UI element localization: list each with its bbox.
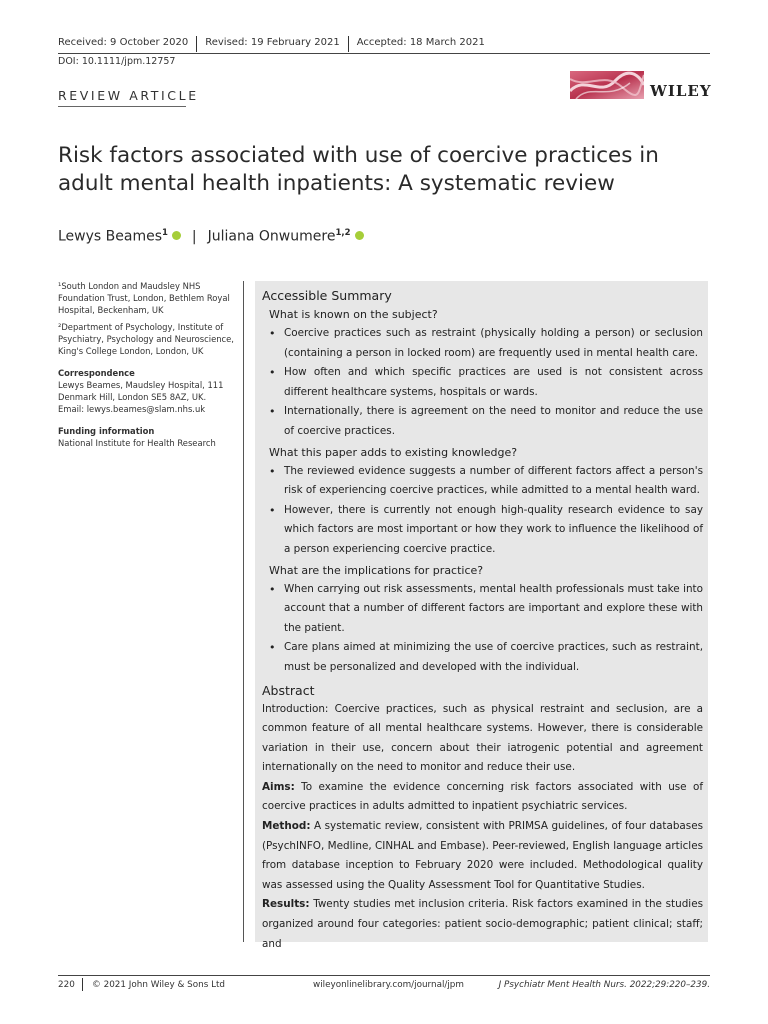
- article-title: Risk factors associated with use of coercive practices in adult mental health inpatients: A systematic review: [58, 143, 659, 196]
- summary-heading-known: What is known on the subject?: [269, 308, 438, 321]
- funding: [58, 425, 236, 449]
- summary-list-implications: [262, 580, 703, 678]
- abstract-results: Results: Twenty studies met inclusion criteria. Risk factors examined in the studies organized around four categories: patient socio-demographic; patient clinical; staff; and: [262, 898, 703, 950]
- orcid-icon[interactable]: [172, 231, 181, 240]
- funding-label: Funding information: [58, 426, 155, 436]
- author-2-affiliation: 1,2: [335, 228, 351, 238]
- list-item: • Internationally, there is agreement on the need to monitor and reduce the use of coercive practices.: [269, 402, 703, 441]
- abstract-title: Abstract: [262, 682, 315, 698]
- journal-citation: J Psychiatr Ment Health Nurs. 2022;29:220–239.: [498, 980, 710, 990]
- correspondence-address: Lewys Beames, Maudsley Hospital, 111 Denmark Hill, London SE5 8AZ, UK.: [58, 380, 224, 402]
- article-dates: [58, 36, 493, 52]
- publisher-logo-text: WILEY: [650, 82, 712, 100]
- summary-heading-adds: What this paper adds to existing knowledge?: [269, 445, 518, 459]
- received-date: Received: 9 October 2020: [58, 37, 189, 48]
- article-type-underline: [58, 106, 186, 107]
- summary-list-known: [262, 324, 703, 442]
- author-separator: |: [191, 228, 197, 245]
- revised-date: Revised: 19 February 2021: [196, 36, 347, 52]
- author-2[interactable]: Juliana Onwumere$^{1,2}$: [207, 228, 351, 245]
- orcid-icon[interactable]: [355, 231, 364, 240]
- affiliation-2: ²Department of Psychology, Institute of Psychiatry, Psychology and Neuroscience, King's College London, London, UK: [58, 322, 234, 356]
- summary-list-adds: [262, 462, 703, 560]
- abstract-aims: Aims: To examine the evidence concerning risk factors associated with use of coercive practices in adults admitted to inpatient psychiatric services.: [262, 780, 703, 813]
- article-type: REVIEW ARTICLE: [58, 88, 199, 103]
- affiliation-1: ¹South London and Maudsley NHS Foundation Trust, London, Bethlem Royal Hospital, Beckenham, UK: [58, 281, 230, 315]
- page-number: 220: [58, 980, 75, 990]
- funding-text: National Institute for Health Research: [58, 438, 216, 448]
- list-item: • The reviewed evidence suggests a number of different factors affect a person's risk of experiencing coercive practices, while admitted to a mental health ward.: [269, 462, 703, 501]
- correspondence-email[interactable]: Email: lewys.beames@slam.nhs.uk: [58, 404, 206, 414]
- journal-url[interactable]: wileyonlinelibrary.com/journal/jpm: [313, 980, 464, 990]
- accessible-summary-title: Accessible Summary: [262, 288, 392, 303]
- list-item: • However, there is currently not enough high-quality research evidence to say which factors are most important or how they work to influence the likelihood of a person experiencing coercive practice.: [269, 501, 703, 560]
- accepted-date: Accepted: 18 March 2021: [348, 36, 493, 52]
- author-1-affiliation: 1: [162, 228, 168, 238]
- list-item: • When carrying out risk assessments, mental health professionals must take into account that a number of different factors are important and explore these with the patient.: [269, 580, 703, 639]
- header-rule: [58, 53, 710, 54]
- abstract-method: Method: A systematic review, consistent with PRIMSA guidelines, of four databases (PsychINFO, Medline, CINHAL and Embase). Peer-reviewed, English language articles from database inception to February 2020 were included. Methodological quality was assessed using the Quality Assessment Tool for Quantitative Studies.: [262, 820, 703, 891]
- correspondence: [58, 367, 236, 415]
- author-1[interactable]: Lewys Beames$^1$: [58, 228, 168, 245]
- list-item: • Coercive practices such as restraint (physically holding a person) or seclusion (containing a person in locked room) are frequently used in mental health care.: [269, 324, 703, 363]
- aims-label: Aims:: [262, 780, 295, 793]
- footer-rule: [58, 975, 710, 976]
- correspondence-label: Correspondence: [58, 368, 135, 378]
- copyright: © 2021 John Wiley & Sons Ltd: [92, 980, 226, 990]
- wiley-logo-icon: [570, 71, 644, 99]
- summary-box: [255, 281, 708, 950]
- doi[interactable]: DOI: 10.1111/jpm.12757: [58, 56, 176, 67]
- abstract-introduction: Introduction: Coercive practices, such as physical restraint and seclusion, are a common feature of all mental healthcare systems. However, there is considerable variation in their use, concern about their iatrogenic potential and agreement internationally on the need to monitor and reduce their use.: [262, 702, 703, 774]
- sidebar: [58, 280, 236, 449]
- column-divider: [243, 281, 244, 942]
- author-list: [58, 228, 364, 245]
- list-item: • How often and which specific practices are used is not consistent across different healthcare systems, hospitals or wards.: [269, 363, 703, 402]
- method-label: Method:: [262, 820, 311, 833]
- list-item: • Care plans aimed at minimizing the use of coercive practices, such as restraint, must be personalized and developed with the individual.: [269, 638, 703, 677]
- results-label: Results:: [262, 898, 310, 911]
- footer-divider: [82, 978, 83, 991]
- summary-heading-implications: What are the implications for practice?: [269, 563, 484, 577]
